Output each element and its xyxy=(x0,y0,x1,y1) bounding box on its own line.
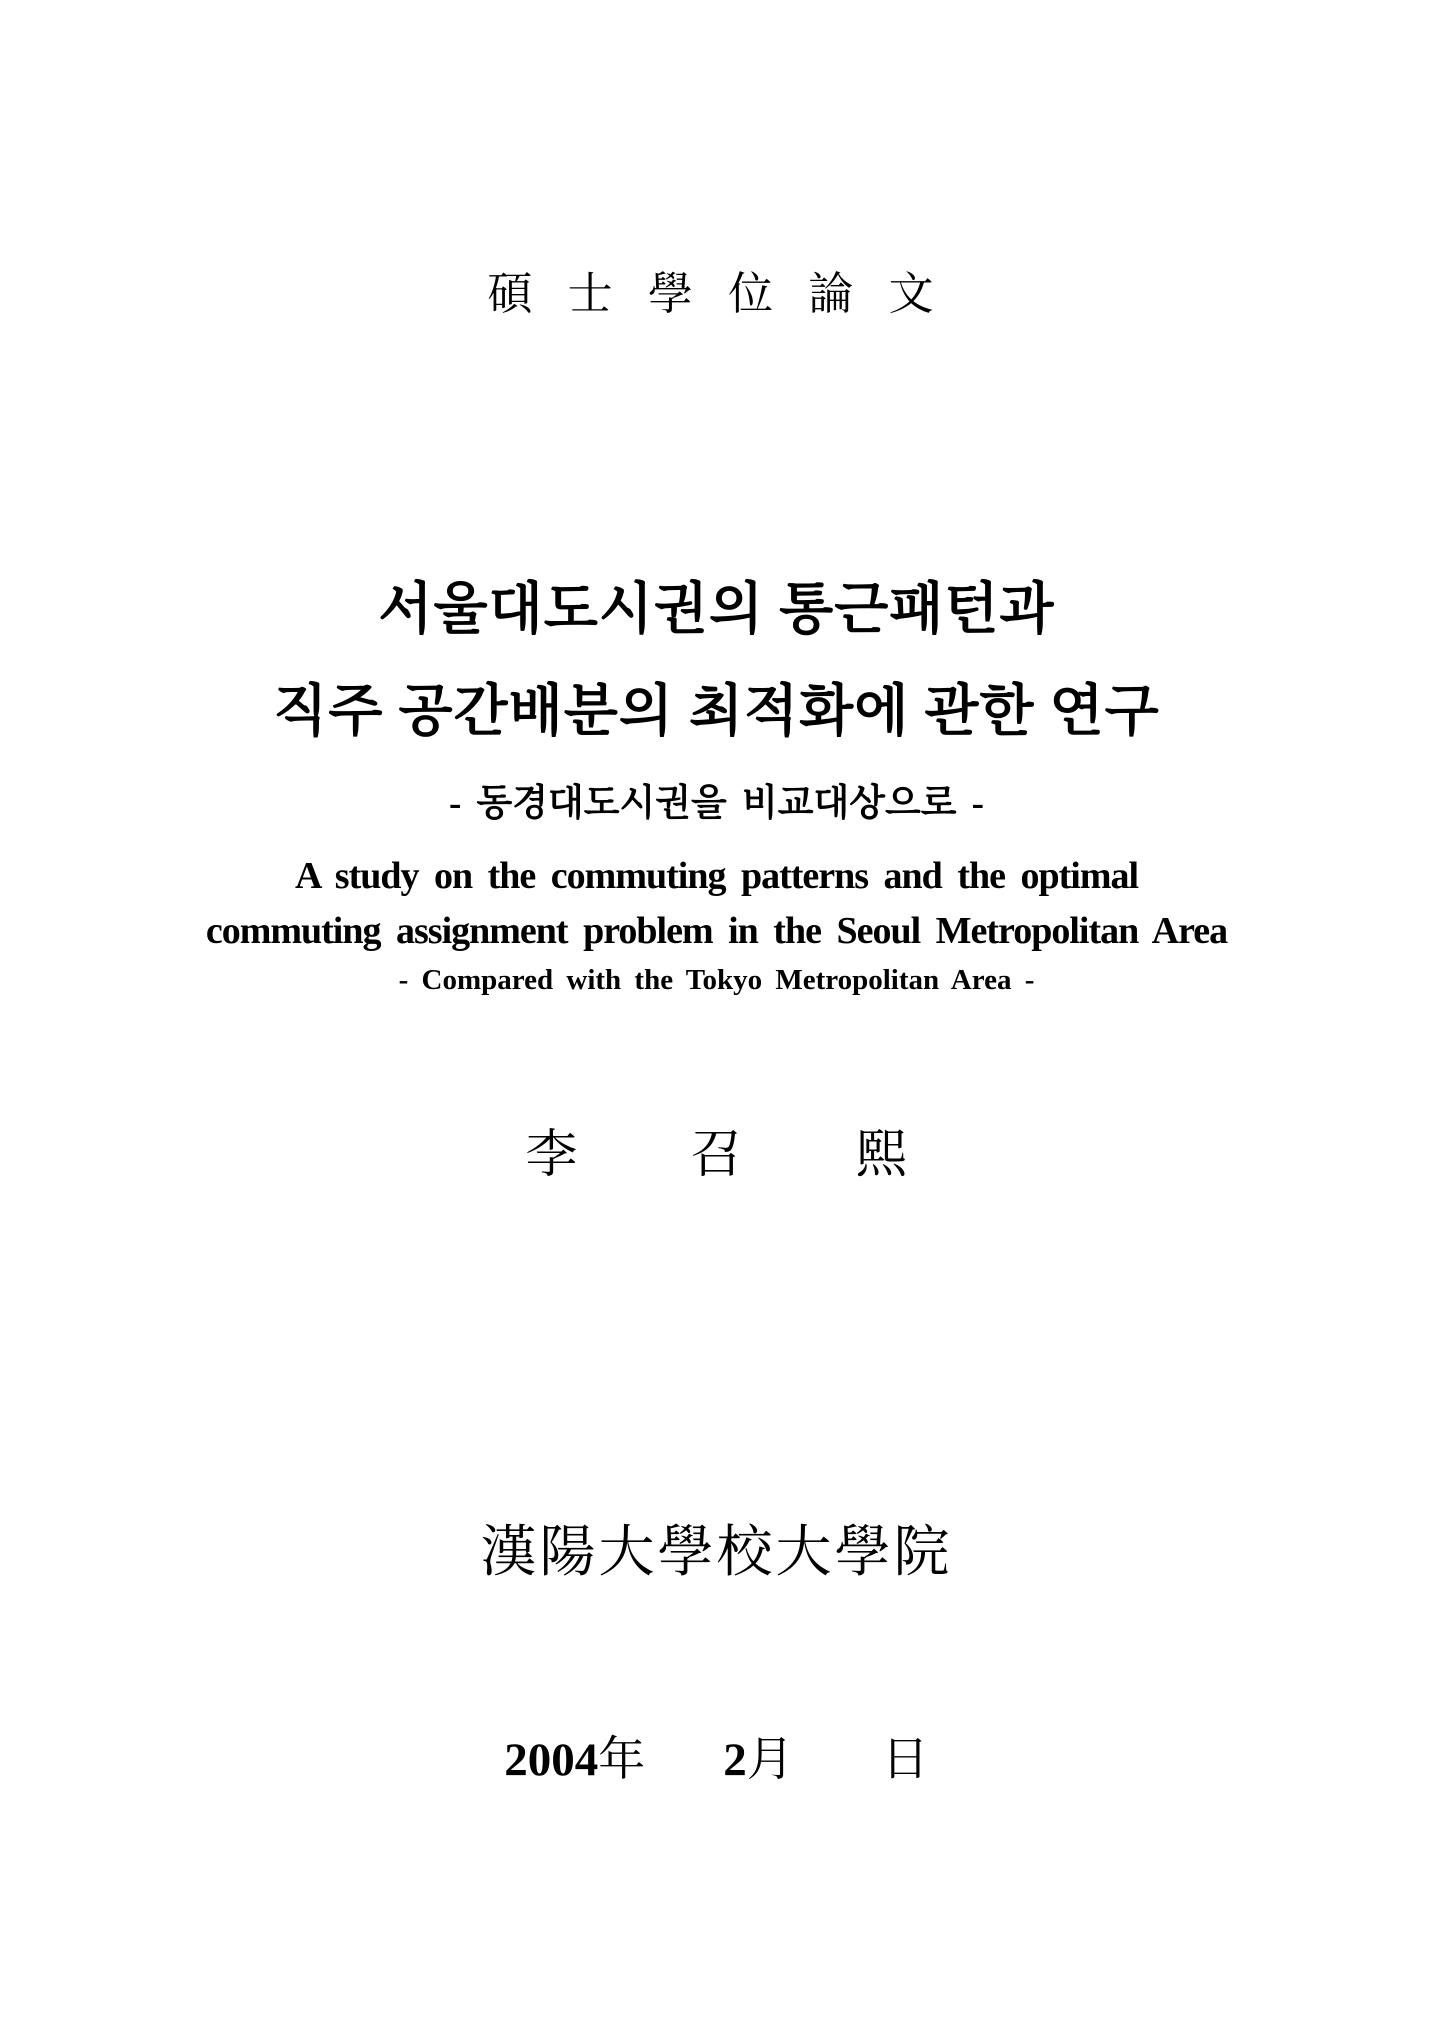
date-day-label: 日 xyxy=(881,1734,929,1786)
date-line xyxy=(0,1732,1433,1788)
author-name: 李 召 熙 xyxy=(525,1127,908,1184)
date-month-number: 2 xyxy=(723,1734,747,1786)
thesis-title-korean-line2: 직주 공간배분의 최적화에 관한 연구 xyxy=(273,681,1160,743)
date-year-label: 年 xyxy=(598,1734,646,1786)
thesis-title-english-line1: A study on the commuting patterns and the optimal xyxy=(294,855,1139,897)
institution-name: 漢陽大學校大學院 xyxy=(480,1522,953,1584)
thesis-title-korean-line1: 서울대도시권의 통근패턴과 xyxy=(378,579,1055,641)
thesis-subtitle-korean: - 동경대도시권을 비교대상으로 - xyxy=(448,783,985,824)
thesis-type-label: 碩 士 學 位 論 文 xyxy=(487,269,946,319)
thesis-subtitle-english: - Compared with the Tokyo Metropolitan Area - xyxy=(398,964,1035,996)
date-year-number: 2004 xyxy=(504,1734,599,1786)
date-month-label: 月 xyxy=(746,1734,794,1786)
thesis-title-english-line2: commuting assignment problem in the Seoul Metropolitan Area xyxy=(205,910,1228,952)
